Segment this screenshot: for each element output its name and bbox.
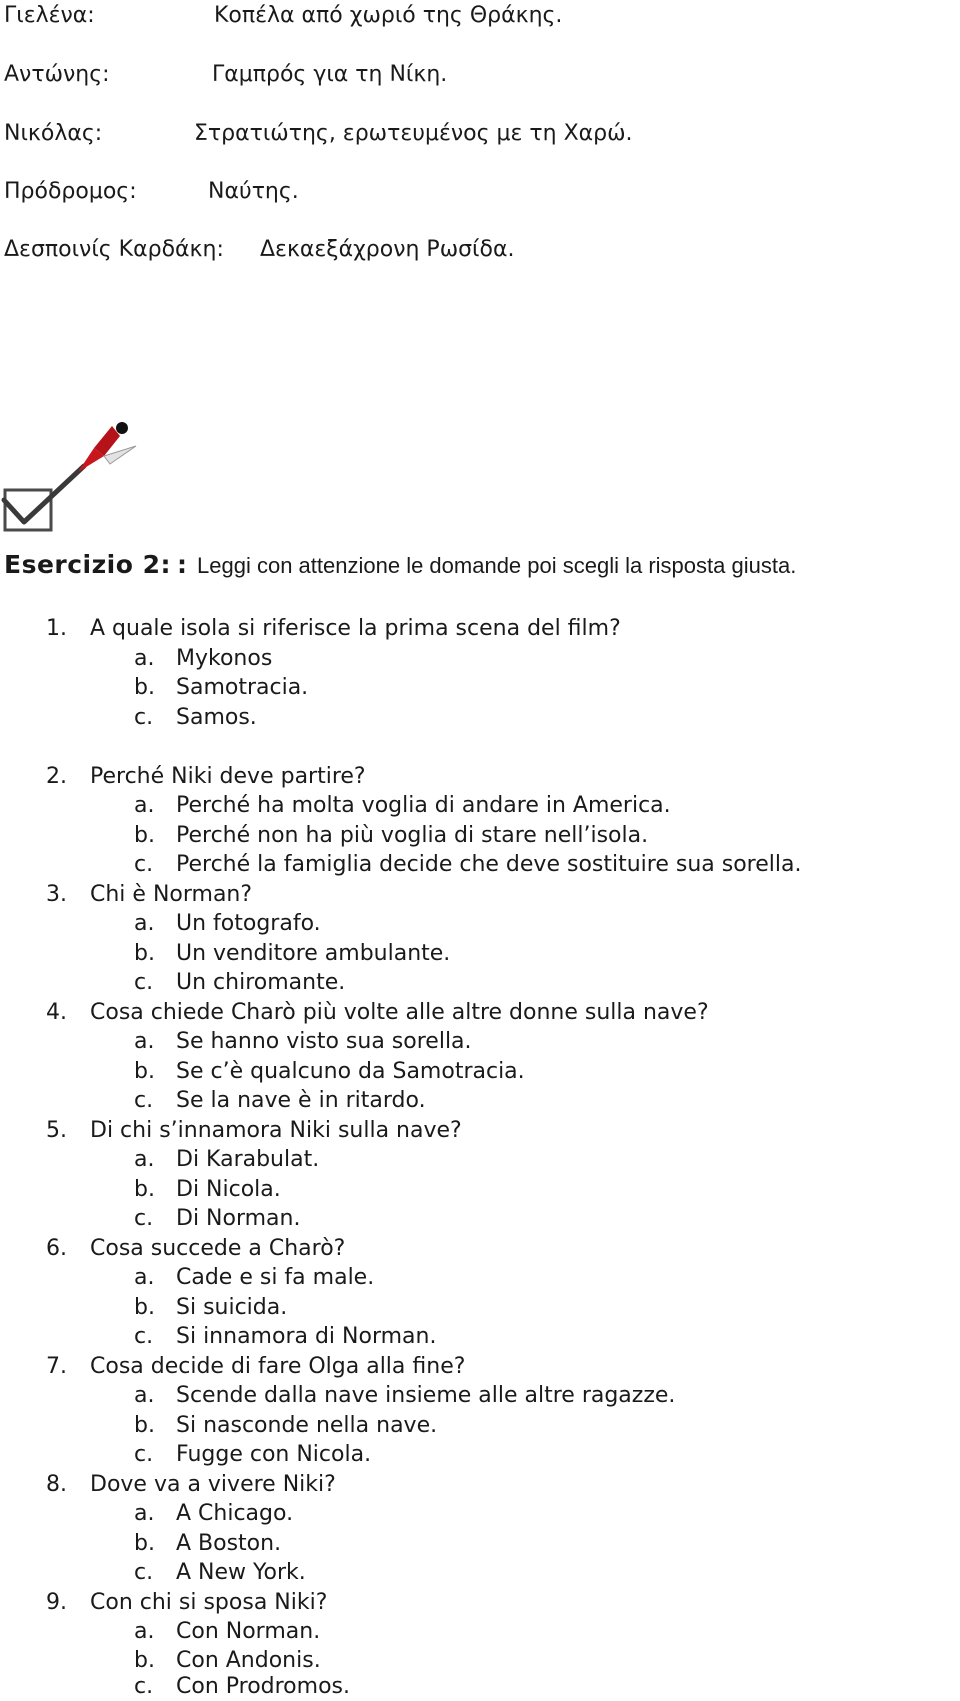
character-description: Στρατιώτης, ερωτευμένος με τη Χαρώ.	[194, 121, 633, 146]
answer-option[interactable]	[134, 1500, 293, 1528]
question	[46, 615, 621, 643]
character-name: Νικόλας:	[4, 121, 103, 146]
answer-option[interactable]	[134, 704, 257, 732]
answer-option[interactable]	[134, 1559, 306, 1587]
answer-option[interactable]	[134, 1264, 374, 1292]
option-letter: b.	[134, 1648, 155, 1673]
checkmark-pencil-icon	[0, 418, 140, 536]
answer-option[interactable]	[134, 674, 308, 702]
option-text: Perché la famiglia decide che deve sostituire sua sorella.	[176, 852, 802, 877]
character-description: Ναύτης.	[208, 179, 299, 204]
option-letter: c.	[134, 1674, 154, 1699]
option-text: Con Norman.	[176, 1619, 321, 1644]
option-text: A Chicago.	[176, 1501, 294, 1526]
question-number: 9.	[46, 1590, 67, 1615]
option-letter: a.	[134, 911, 155, 936]
option-text: Se la nave è in ritardo.	[176, 1088, 426, 1113]
character-name: Αντώνης:	[4, 62, 110, 87]
answer-option[interactable]	[134, 1673, 350, 1701]
answer-option[interactable]	[134, 1647, 321, 1675]
option-text: Fugge con Nicola.	[176, 1442, 372, 1467]
question-number: 2.	[46, 764, 67, 789]
option-letter: a.	[134, 1383, 155, 1408]
option-text: Si nasconde nella nave.	[176, 1413, 438, 1438]
option-letter: b.	[134, 1531, 155, 1556]
option-letter: a.	[134, 1147, 155, 1172]
option-letter: c.	[134, 970, 154, 995]
question	[46, 1589, 327, 1617]
character-row	[4, 2, 563, 30]
option-text: Mykonos	[176, 646, 273, 671]
question-text: Cosa succede a Charò?	[90, 1236, 346, 1261]
option-letter: a.	[134, 1029, 155, 1054]
option-letter: c.	[134, 852, 154, 877]
answer-option[interactable]	[134, 910, 321, 938]
question-text: A quale isola si riferisce la prima scena del film?	[90, 616, 621, 641]
option-text: Di Norman.	[176, 1206, 301, 1231]
question-text: Chi è Norman?	[90, 882, 253, 907]
answer-option[interactable]	[134, 645, 272, 673]
option-text: Un venditore ambulante.	[176, 941, 451, 966]
answer-option[interactable]	[134, 969, 345, 997]
option-letter: c.	[134, 705, 154, 730]
option-text: Con Prodromos.	[176, 1674, 350, 1699]
exercise-separator: :	[177, 550, 188, 579]
option-letter: c.	[134, 1088, 154, 1113]
exercise-heading	[4, 550, 796, 582]
answer-option[interactable]	[134, 1412, 437, 1440]
question-number: 1.	[46, 616, 67, 641]
answer-option[interactable]	[134, 940, 450, 968]
option-letter: b.	[134, 1177, 155, 1202]
exercise-instruction: Leggi con attenzione le domande poi scegli la risposta giusta.	[197, 553, 797, 578]
question-number: 7.	[46, 1354, 67, 1379]
answer-option[interactable]	[134, 1294, 287, 1322]
option-text: Si suicida.	[176, 1295, 288, 1320]
option-text: Cade e si fa male.	[176, 1265, 375, 1290]
option-text: Un chiromante.	[176, 970, 346, 995]
character-name: Δεσποινίς Καρδάκη:	[4, 237, 224, 262]
option-text: Scende dalla nave insieme alle altre ragazze.	[176, 1383, 676, 1408]
character-description: Γαμπρός για τη Νίκη.	[212, 62, 448, 87]
character-name: Γιελένα:	[4, 3, 95, 28]
question-number: 4.	[46, 1000, 67, 1025]
exercise-label: Esercizio 2:	[4, 550, 172, 579]
answer-option[interactable]	[134, 822, 648, 850]
option-text: Perché ha molta voglia di andare in America.	[176, 793, 671, 818]
option-text: Se hanno visto sua sorella.	[176, 1029, 472, 1054]
option-letter: a.	[134, 1619, 155, 1644]
option-text: Se c’è qualcuno da Samotracia.	[176, 1059, 525, 1084]
question-number: 5.	[46, 1118, 67, 1143]
option-text: Samotracia.	[176, 675, 309, 700]
option-text: Un fotografo.	[176, 911, 321, 936]
answer-option[interactable]	[134, 1028, 472, 1056]
question-text: Con chi si sposa Niki?	[90, 1590, 328, 1615]
character-row	[4, 61, 448, 89]
character-row	[4, 120, 633, 148]
answer-option[interactable]	[134, 792, 671, 820]
answer-option[interactable]	[134, 1323, 436, 1351]
option-letter: b.	[134, 1295, 155, 1320]
answer-option[interactable]	[134, 1618, 320, 1646]
question-text: Perché Niki deve partire?	[90, 764, 366, 789]
option-letter: c.	[134, 1206, 154, 1231]
option-text: Di Nicola.	[176, 1177, 281, 1202]
question-text: Cosa chiede Charò più volte alle altre donne sulla nave?	[90, 1000, 709, 1025]
option-letter: c.	[134, 1324, 154, 1349]
question-number: 3.	[46, 882, 67, 907]
question-number: 6.	[46, 1236, 67, 1261]
option-letter: b.	[134, 1059, 155, 1084]
question	[46, 999, 709, 1027]
option-letter: a.	[134, 1265, 155, 1290]
question-number: 8.	[46, 1472, 67, 1497]
option-letter: a.	[134, 1501, 155, 1526]
option-text: Si innamora di Norman.	[176, 1324, 437, 1349]
question-text: Cosa decide di fare Olga alla fine?	[90, 1354, 466, 1379]
option-letter: c.	[134, 1560, 154, 1585]
option-text: Di Karabulat.	[176, 1147, 320, 1172]
answer-option[interactable]	[134, 1530, 281, 1558]
answer-option[interactable]	[134, 1441, 371, 1469]
option-text: Con Andonis.	[176, 1648, 321, 1673]
option-letter: b.	[134, 823, 155, 848]
character-description: Κοπέλα από χωριό της Θράκης.	[214, 3, 563, 28]
answer-option[interactable]	[134, 1176, 281, 1204]
question	[46, 763, 366, 791]
answer-option[interactable]	[134, 1205, 300, 1233]
option-letter: b.	[134, 675, 155, 700]
answer-option[interactable]	[134, 851, 801, 879]
character-name: Πρόδρομος:	[4, 179, 137, 204]
question-text: Di chi s’innamora Niki sulla nave?	[90, 1118, 462, 1143]
question	[46, 1117, 462, 1145]
option-letter: c.	[134, 1442, 154, 1467]
option-letter: a.	[134, 646, 155, 671]
option-text: Samos.	[176, 705, 257, 730]
answer-option[interactable]	[134, 1382, 675, 1410]
character-description: Δεκαεξάχρονη Ρωσίδα.	[260, 237, 515, 262]
question	[46, 1353, 465, 1381]
option-letter: b.	[134, 1413, 155, 1438]
question-text: Dove va a vivere Niki?	[90, 1472, 336, 1497]
answer-option[interactable]	[134, 1087, 426, 1115]
question	[46, 1471, 336, 1499]
option-text: A Boston.	[176, 1531, 282, 1556]
character-row	[4, 178, 299, 206]
character-row	[4, 236, 515, 264]
question	[46, 881, 252, 909]
question	[46, 1235, 345, 1263]
answer-option[interactable]	[134, 1146, 319, 1174]
answer-option[interactable]	[134, 1058, 525, 1086]
option-letter: b.	[134, 941, 155, 966]
option-letter: a.	[134, 793, 155, 818]
option-text: Perché non ha più voglia di stare nell’isola.	[176, 823, 649, 848]
option-text: A New York.	[176, 1560, 306, 1585]
